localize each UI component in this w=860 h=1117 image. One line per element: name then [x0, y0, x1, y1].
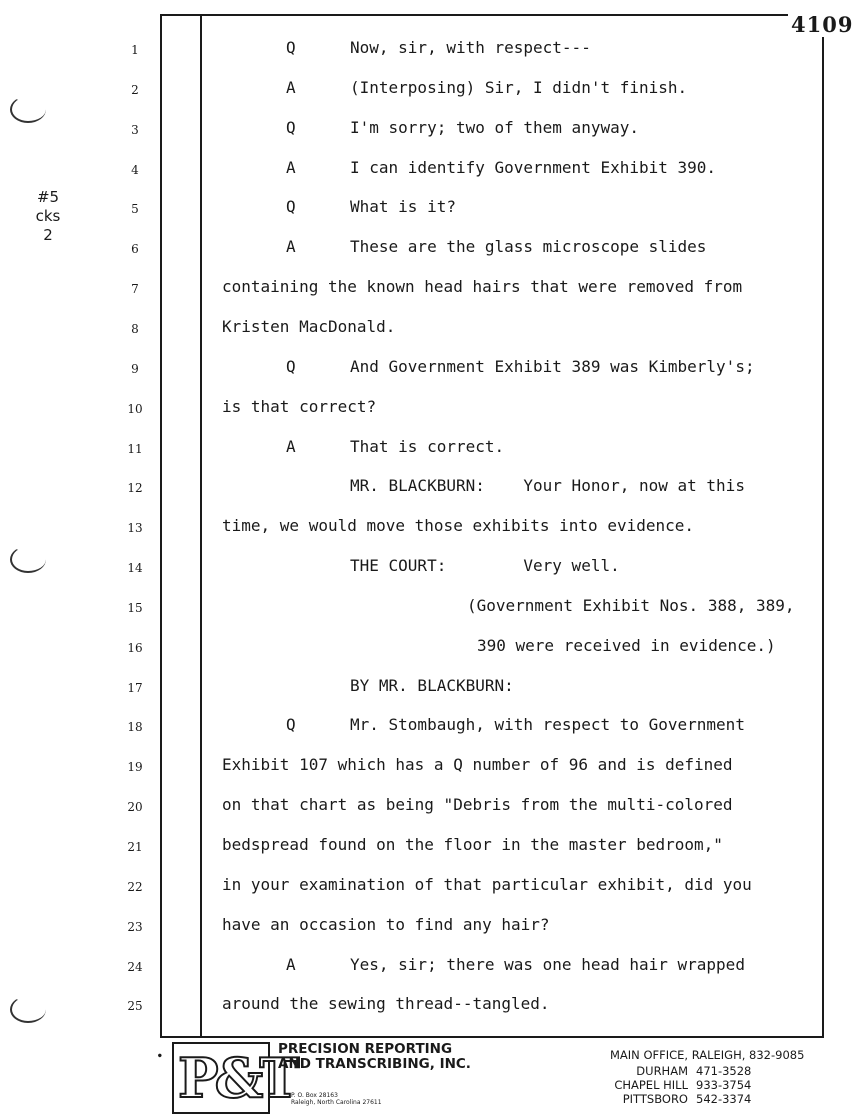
transcript-line — [0, 713, 860, 743]
line-text: Kristen MacDonald. — [222, 316, 396, 336]
transcript-line — [0, 275, 860, 305]
address-line2: Raleigh, North Carolina 27611 — [291, 1099, 382, 1106]
transcript-line — [0, 913, 860, 943]
company-name-line2: AND TRANSCRIBING, INC. — [278, 1056, 471, 1072]
office-list — [610, 1064, 804, 1106]
line-text: And Government Exhibit 389 was Kimberly's; — [350, 356, 755, 376]
line-text: bedspread found on the floor in the master bedroom," — [222, 835, 723, 854]
line-number: 18 — [127, 720, 143, 735]
transcript-line — [0, 116, 860, 146]
company-logo — [172, 1042, 296, 1114]
transcript-line — [0, 76, 860, 106]
line-number: 20 — [127, 800, 143, 815]
office-row — [610, 1092, 804, 1106]
line-number: 7 — [131, 282, 139, 297]
transcript-line — [0, 395, 860, 425]
line-text: What is it? — [350, 197, 456, 217]
line-text: around the sewing thread--tangled. — [222, 994, 550, 1014]
line-text: on that chart as being "Debris from the multi-colored — [222, 795, 733, 815]
line-text: MR. BLACKBURN: Your Honor, now at this — [350, 476, 745, 496]
line-text: THE COURT: Very well. — [350, 556, 620, 576]
page-number: 4109 — [788, 12, 856, 37]
transcript-line — [0, 514, 860, 544]
line-number: 5 — [131, 202, 139, 217]
office-phone: 542-3374 — [696, 1092, 752, 1106]
speaker-label: Q — [286, 197, 296, 217]
line-number: 6 — [131, 242, 139, 257]
line-number: 22 — [127, 879, 143, 894]
line-number: 12 — [127, 481, 143, 496]
line-text: Exhibit 107 which has a Q number of 96 and is defined — [222, 755, 733, 775]
transcript-line — [0, 355, 860, 385]
speaker-label: Q — [286, 356, 296, 376]
line-text: containing the known head hairs that were removed from — [222, 277, 743, 297]
speaker-label: A — [286, 436, 296, 456]
speaker-label: Q — [286, 38, 296, 57]
line-number: 15 — [127, 600, 143, 615]
office-city: DURHAM — [636, 1064, 688, 1078]
line-text: I'm sorry; two of them anyway. — [350, 117, 639, 137]
company-name — [278, 1042, 471, 1072]
line-text: I can identify Government Exhibit 390. — [350, 157, 717, 177]
line-text: (Interposing) Sir, I didn't finish. — [350, 77, 688, 97]
line-text: in your examination of that particular exhibit, did you — [222, 874, 752, 894]
line-number: 25 — [127, 999, 143, 1014]
office-row — [610, 1078, 804, 1092]
side-note-line: 2 — [43, 226, 53, 244]
speaker-label: A — [286, 77, 296, 97]
line-number: 14 — [127, 561, 143, 576]
line-number: 19 — [127, 760, 143, 775]
side-note-line: cks — [35, 207, 61, 225]
speaker-label: A — [286, 157, 296, 177]
line-number: 23 — [127, 919, 143, 934]
address-line1: P. O. Box 28163 — [291, 1092, 338, 1099]
line-text: (Government Exhibit Nos. 388, 389, — [467, 595, 795, 615]
company-address — [291, 1092, 382, 1106]
line-number: 10 — [127, 401, 143, 416]
transcript-line — [0, 953, 860, 983]
line-number: 17 — [127, 680, 143, 695]
transcript-line — [0, 235, 860, 265]
office-city: CHAPEL HILL — [614, 1078, 688, 1092]
transcript-line — [0, 315, 860, 345]
speaker-label: Q — [286, 715, 296, 735]
transcript-line — [0, 474, 860, 504]
line-text: time, we would move those exhibits into evidence. — [222, 516, 695, 536]
footer: ● P&T PRECISION REPORTING AND TRANSCRIBING, INC. P. O. Box 28163 Raleigh, North Carolina 27611 MAIN OFFICE, RALEIGH, 832-9085 DURHAM 471-3528 CHAPEL HILL 933-3754 PITTSBORO 542-3374 — [0, 1040, 860, 1117]
line-number: 9 — [131, 361, 139, 376]
line-text: Now, sir, with respect--- — [350, 38, 591, 57]
main-office: MAIN OFFICE, RALEIGH, 832-9085 — [610, 1048, 805, 1062]
transcript-line — [0, 753, 860, 783]
transcript-line — [0, 793, 860, 823]
line-text: Yes, sir; there was one head hair wrapped — [350, 954, 745, 974]
transcript-line — [0, 634, 860, 664]
line-text: have an occasion to find any hair? — [222, 914, 550, 934]
transcript-line — [0, 195, 860, 225]
line-text: That is correct. — [350, 436, 505, 456]
speaker-label: Q — [286, 117, 296, 137]
line-number: 8 — [131, 321, 139, 336]
logo-lettering: P&T — [178, 1046, 296, 1110]
transcript-line — [0, 992, 860, 1022]
transcript-line — [0, 594, 860, 624]
line-number: 1 — [131, 43, 139, 57]
line-number: 11 — [127, 441, 143, 456]
transcript-line — [0, 833, 860, 863]
line-text: These are the glass microscope slides — [350, 237, 707, 257]
transcript-line — [0, 873, 860, 903]
transcript-line — [0, 156, 860, 186]
line-number: 16 — [127, 640, 143, 655]
transcript-line — [0, 554, 860, 584]
line-number: 24 — [127, 959, 143, 974]
transcript-line — [0, 674, 860, 704]
transcript-line — [0, 435, 860, 465]
speaker-label: A — [286, 237, 296, 257]
speaker-label: A — [286, 954, 296, 974]
side-note-line: #5 — [36, 188, 60, 206]
office-city: PITTSBORO — [622, 1092, 688, 1106]
line-number: 21 — [127, 840, 143, 854]
office-phone: 471-3528 — [696, 1064, 752, 1078]
line-number: 2 — [131, 82, 139, 97]
line-number: 3 — [131, 122, 139, 137]
line-number: 13 — [127, 521, 143, 536]
line-text: BY MR. BLACKBURN: — [350, 675, 514, 695]
company-name-line1: PRECISION REPORTING — [278, 1041, 453, 1057]
line-number: 4 — [131, 162, 139, 177]
office-phone: 933-3754 — [696, 1078, 752, 1092]
office-directory — [610, 1048, 804, 1106]
office-row — [610, 1064, 804, 1078]
line-text: 390 were received in evidence.) — [477, 635, 776, 655]
transcript-line — [0, 36, 860, 66]
line-text: is that correct? — [222, 396, 377, 416]
line-text: Mr. Stombaugh, with respect to Government — [350, 715, 745, 735]
